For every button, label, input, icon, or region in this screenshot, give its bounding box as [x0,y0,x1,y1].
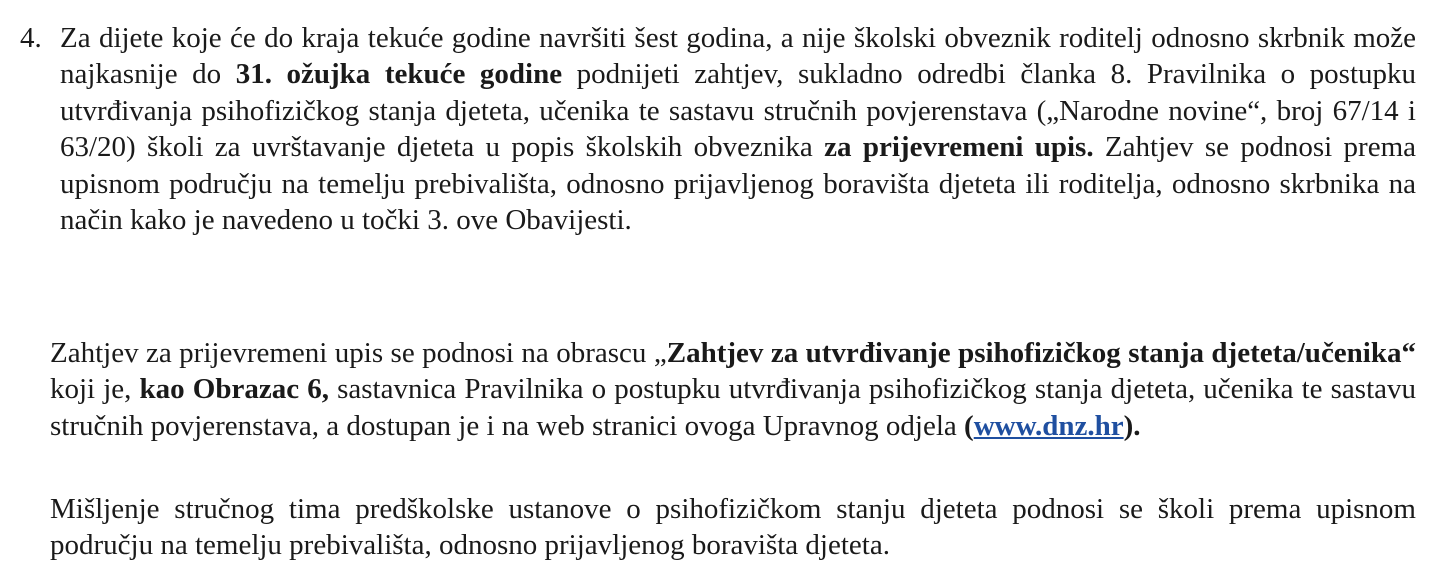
list-item-number: 4. [20,22,42,54]
form-number-bold-text: kao Obrazac 6, [139,373,329,406]
item-4-text-2: podnijeti zahtjev, sukladno odredbi članka 8. Pravilnika o postupku utvrđivanja psihofizičkog stanja djeteta, učenika te sastavu stručnih povjerenstava („Narodne novine“, broj 67/14 i 63/20) školi za uvrštavanje djeteta u popis školskih obveznika [60,58,1417,164]
form-paragraph-text-3: sastavnica Pravilnika o postupku utvrđivanja psihofizičkog stanja djeteta, učenika te sastavu stručnih povjerenstava, a dostupan je i na web stranici ovoga Upravnog odjela [50,373,1417,442]
website-link[interactable]: www.dnz.hr [973,409,1124,442]
item-4-text-1: Za dijete koje će do kraja tekuće godine navršiti šest godina, a nije školski obveznik roditelj odnosno skrbnik može najkasnije do [60,22,1416,91]
item-4-text-3: Zahtjev se podnosi prema upisnom području na temelju prebivališta, odnosno prijavljenog boravišta djeteta ili roditelja, odnosno skrbnika na način kako je navedeno u točki 3. ove Obavijesti. [60,131,1416,237]
item-4-paragraph [60,20,1416,238]
link-close-paren: ). [1123,409,1141,442]
form-paragraph-text-2: koji je, [50,373,140,406]
list-item-4 [20,20,1416,238]
form-paragraph-text-1: Zahtjev za prijevremeni upis se podnosi na obrascu „ [50,337,667,369]
opinion-paragraph-text: Mišljenje stručnog tima predškolske ustanove o psihofizičkom stanju djeteta podnosi se školi prema upisnom području na temelju prebivališta, odnosno prijavljenog boravišta djeteta. [50,493,1416,562]
form-title-bold-text: Zahtjev za utvrđivanje psihofizičkog stanja djeteta/učenika“ [666,337,1416,369]
form-paragraph [50,335,1416,444]
early-enrollment-bold-text: za prijevremeni upis. [824,131,1094,164]
deadline-bold-text: 31. ožujka tekuće godine [235,58,563,91]
link-open-paren: ( [964,409,974,442]
opinion-paragraph [50,491,1416,564]
